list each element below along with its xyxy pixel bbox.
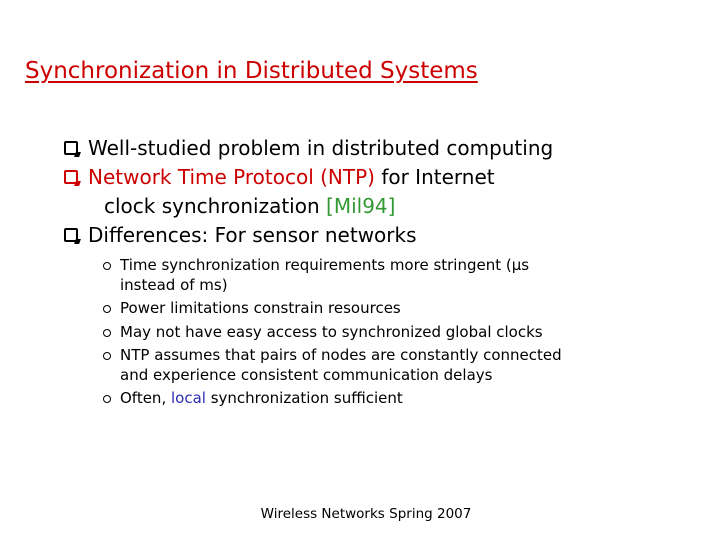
bullet-text: Differences: For sensor networks <box>88 223 417 247</box>
sub-bullet-text: and experience consistent communication delays <box>120 365 493 384</box>
sub-bullet-list <box>103 256 703 413</box>
hollow-circle-bullet-icon <box>103 395 111 403</box>
bullet-continuation <box>88 192 702 221</box>
hollow-circle-bullet-icon <box>103 305 111 313</box>
sub-bullet-item <box>103 256 703 295</box>
sub-bullet-text: synchronization sufficient <box>205 389 403 407</box>
sub-bullet-item <box>103 346 703 385</box>
sub-bullet-item <box>103 323 703 343</box>
bullet-text: for Internet <box>374 165 495 189</box>
sub-bullet-text: Often, <box>120 389 171 407</box>
sub-bullet-text: Time synchronization requirements more stringent (μs <box>120 256 530 274</box>
slide-footer: Wireless Networks Spring 2007 <box>260 506 472 522</box>
bullet-text: Well-studied problem in distributed computing <box>88 136 554 160</box>
q-square-bullet-icon <box>64 170 78 184</box>
ntp-term: Network Time Protocol (NTP) <box>88 165 375 189</box>
q-square-bullet-icon <box>64 228 78 242</box>
slide-title: Synchronization in Distributed Systems <box>25 58 478 84</box>
sub-bullet-item <box>103 389 703 409</box>
sub-bullet-text: Power limitations constrain resources <box>120 299 401 317</box>
bullet-item <box>62 134 702 163</box>
main-bullet-list <box>62 134 702 250</box>
sub-bullet-text: instead of ms) <box>120 275 228 294</box>
bullet-item <box>62 221 702 250</box>
bullet-text: clock synchronization <box>104 194 327 218</box>
bullet-item <box>62 163 702 221</box>
sub-bullet-item <box>103 299 703 319</box>
sub-bullet-text: May not have easy access to synchronized global clocks <box>120 322 543 341</box>
hollow-circle-bullet-icon <box>103 352 111 360</box>
local-term: local <box>170 389 206 407</box>
hollow-circle-bullet-icon <box>103 262 111 270</box>
hollow-circle-bullet-icon <box>103 329 111 337</box>
citation: [Mil94] <box>326 194 396 218</box>
sub-bullet-text: NTP assumes that pairs of nodes are constantly connected <box>120 346 562 364</box>
q-square-bullet-icon <box>64 141 78 155</box>
